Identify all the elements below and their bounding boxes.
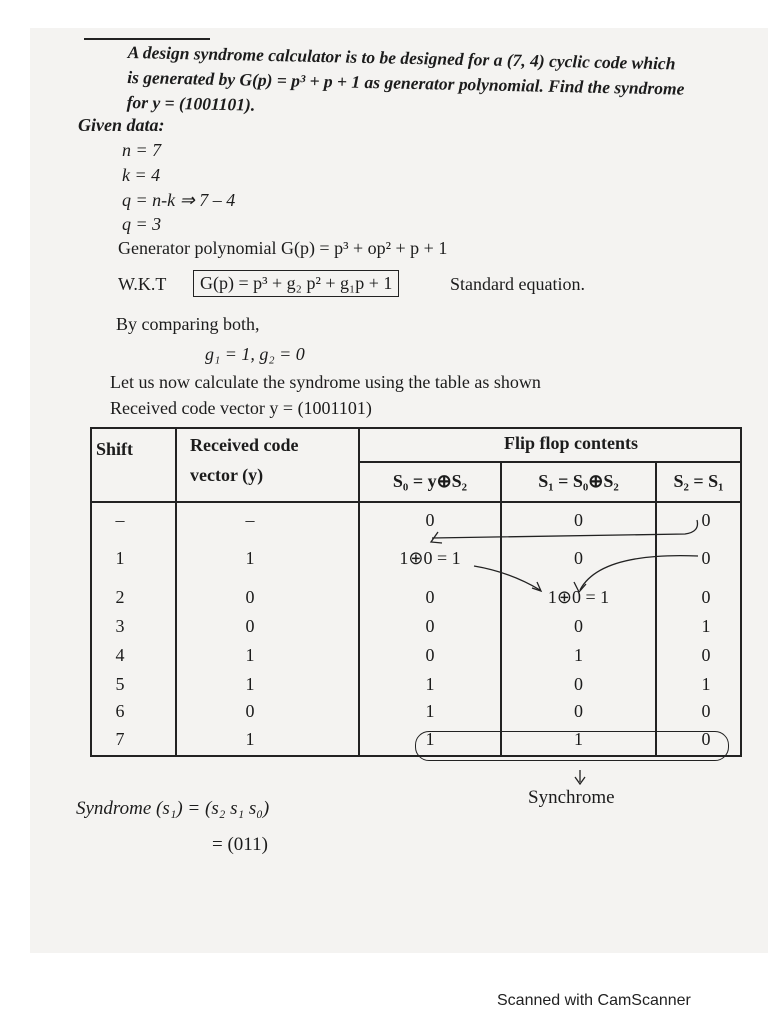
cell-shift: 1 — [115, 548, 125, 568]
syndrome-result-2: = (011) — [212, 834, 268, 855]
header-s1: S₁ = S₀⊕S₂ — [538, 471, 619, 491]
cell-s2: 0 — [701, 587, 711, 607]
cell-s2: 0 — [701, 729, 711, 749]
coefficients: g₁ = 1, g₂ = 0 — [205, 344, 305, 364]
given-k: k = 4 — [122, 165, 161, 185]
header-s2: S₂ = S₁ — [673, 471, 724, 491]
cell-s0: 1⊕0 = 1 — [399, 548, 461, 568]
cell-s2: 0 — [701, 701, 711, 721]
standard-equation-box: G(p) = p³ + g₂ p² + g₁p + 1 — [193, 270, 399, 297]
synchrome-annotation: Synchrome — [528, 787, 615, 808]
question-line-3: for y = (1001101). — [126, 91, 256, 115]
camscanner-watermark: Scanned with CamScanner — [497, 992, 691, 1009]
cell-s2: 1 — [701, 674, 711, 694]
cell-s0: 0 — [425, 645, 435, 665]
cell-shift: 4 — [115, 645, 125, 665]
cell-s1: 0 — [574, 616, 583, 636]
cell-y: 0 — [245, 701, 255, 721]
cell-s2: 0 — [701, 510, 711, 530]
cell-shift: 6 — [115, 701, 125, 721]
cell-y: 1 — [245, 674, 255, 694]
cell-s0: 0 — [425, 587, 435, 607]
cell-y: 0 — [245, 616, 255, 636]
arrow-s2-to-s0 — [432, 520, 698, 538]
cell-shift: 7 — [115, 729, 125, 749]
calculate-text: Let us now calculate the syndrome using the table as shown — [110, 372, 541, 392]
cell-s1: 1 — [574, 729, 583, 749]
cell-s0: 1 — [425, 729, 435, 749]
standard-equation-label: Standard equation. — [450, 274, 585, 294]
cell-s2: 1 — [701, 616, 711, 636]
cell-y: 1 — [245, 548, 255, 568]
given-q-expr: q = n-k ⇒ 7 – 4 — [122, 190, 236, 210]
cell-y: 1 — [245, 729, 255, 749]
cell-s0: 0 — [425, 616, 435, 636]
cell-shift: 5 — [115, 674, 125, 694]
comparing-text: By comparing both, — [116, 314, 260, 334]
cell-y: – — [245, 510, 255, 530]
cell-s2: 0 — [701, 548, 711, 568]
header-shift: Shift — [96, 439, 134, 459]
wkt-label: W.K.T — [118, 274, 167, 294]
arrow-s0-to-s1 — [474, 566, 540, 590]
cell-s0: 0 — [425, 510, 435, 530]
cell-s0: 1 — [425, 674, 435, 694]
question-line-2: is generated by G(p) = p³ + p + 1 as generator polynomial. Find the syndrome — [127, 66, 685, 99]
cell-s1: 0 — [574, 674, 583, 694]
header-received-1: Received code — [190, 435, 299, 455]
cell-s1: 0 — [574, 510, 583, 530]
generator-polynomial: Generator polynomial G(p) = p³ + op² + p + 1 — [118, 238, 448, 258]
cell-s1: 0 — [574, 701, 583, 721]
syndrome-result-1: Syndrome (s₁) = (s₂ s₁ s₀) — [76, 798, 270, 819]
cell-y: 1 — [245, 645, 255, 665]
cell-shift: 2 — [115, 587, 125, 607]
question-line-1: A design syndrome calculator is to be designed for a (7, 4) cyclic code which — [127, 41, 676, 74]
header-s0: S₀ = y⊕S₂ — [392, 471, 468, 491]
given-q: q = 3 — [122, 214, 162, 234]
cell-s1: 1⊕0 = 1 — [547, 587, 610, 607]
cell-s1: 1 — [574, 645, 583, 665]
given-n: n = 7 — [122, 140, 162, 160]
cell-s0: 1 — [425, 701, 435, 721]
arrow-s2-to-s1 — [580, 556, 698, 590]
cell-shift: 3 — [115, 616, 125, 636]
cell-s2: 0 — [701, 645, 711, 665]
cell-shift: – — [115, 510, 125, 530]
header-received-2: vector (y) — [190, 465, 264, 485]
header-flipflop: Flip flop contents — [503, 433, 638, 453]
given-heading: Given data: — [78, 115, 165, 135]
cell-s1: 0 — [574, 548, 583, 568]
received-vector-text: Received code vector y = (1001101) — [110, 398, 372, 418]
cell-y: 0 — [245, 587, 255, 607]
